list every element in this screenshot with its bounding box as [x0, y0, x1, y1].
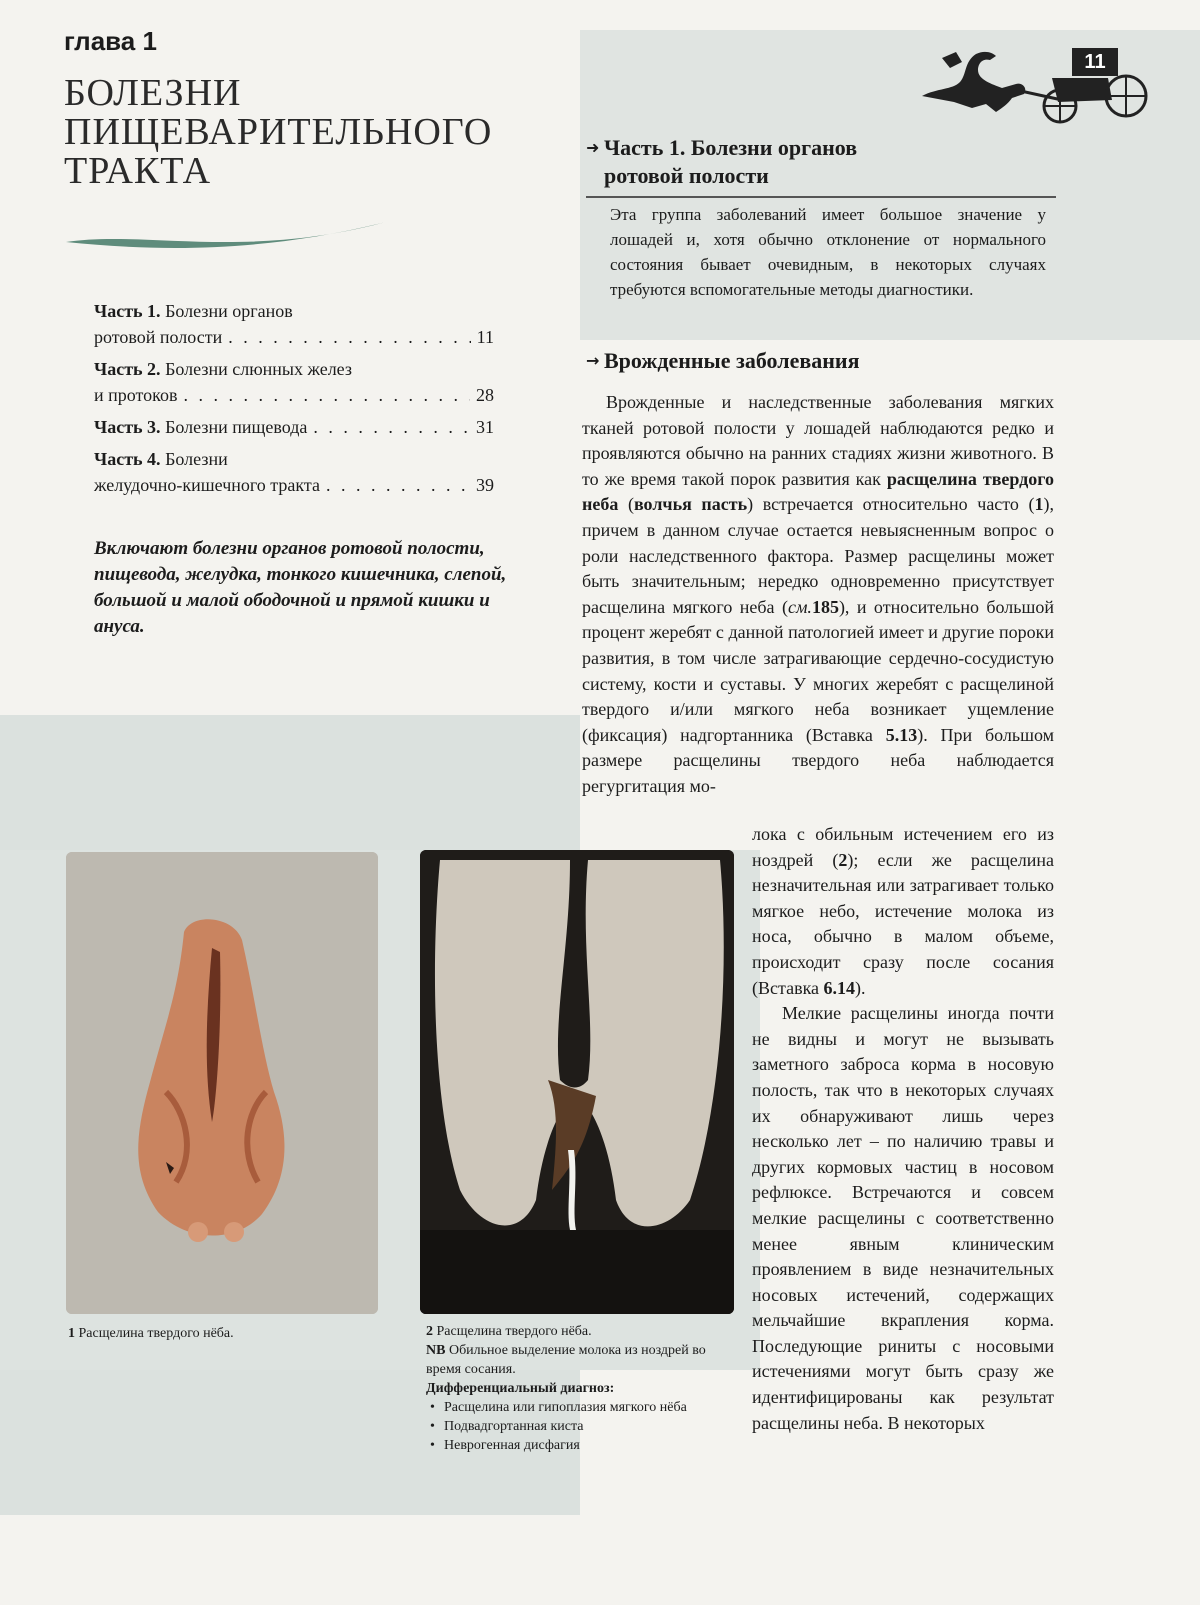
- arrow-icon: →: [586, 351, 600, 370]
- section-title-line: Часть 1. Болезни органов: [604, 135, 858, 160]
- see-ref: см.: [787, 596, 812, 617]
- figure-ref[interactable]: 2: [838, 849, 848, 870]
- toc-page: 31: [476, 417, 494, 437]
- list-item: • Расщелина или гипоплазия мягкого нёба: [444, 1398, 736, 1417]
- subsection-title-text: Врожденные заболевания: [604, 348, 860, 373]
- caption-text: Расщелина твердого нёба.: [436, 1324, 592, 1339]
- toc-part: Часть 4.: [94, 449, 161, 469]
- text-run: ); если же расщелина незначительная или затрагивает только мягкое небо, истечение молока из носа, обычно в малом объеме, происходит сразу после сосания (Вставка: [752, 849, 1054, 998]
- body-paragraph: Мелкие расщелины иногда почти не видны и могут не вызывать заметного заброса корма в носовую полость, так что в некоторых случаях их обнаруживают лишь через несколько лет – по наличию травы и других кормовых частиц в носовом рефлюксе. Встречаются и совсем мелкие расщелины с соответственно менее явным клиническим проявлением в виде незначительных носовых истечений, содержащих мельчайшие вкрапления корма. Последующие риниты с носовыми истечениями могут быть сразу же идентифицированы как результат расщелины неба. В некоторых: [752, 1003, 1054, 1433]
- table-of-contents: [94, 298, 494, 504]
- caption-text: Расщелина твердого нёба.: [78, 1326, 234, 1341]
- text-run: ), причем в данном случае остается невыясненным вопрос о роли наследственного фактора. Размер расщелины может быть значительным; нередко одновременно присутствует расщелина мягкого неба (: [582, 494, 1054, 617]
- toc-page: 39: [476, 475, 494, 495]
- text-run: ), и относительно большой процент жеребят с данной патологией имеет и другие пороки развития, в том числе затрагивающие сердечно-сосудистую систему, кости и суставы. У многих жеребят с расщелиной твердого и/или мягкого неба возникает ущемление (фиксация) надгортанника (Вставка: [582, 596, 1054, 745]
- figure-2-caption: [426, 1322, 736, 1455]
- chapter-intro: Включают болезни органов ротовой полости, пищевода, желудка, тонкого кишечника, слепой, большой и малой ободочной и прямой кишки и ануса.: [94, 538, 507, 637]
- chapter-title-line: ПИЩЕВАРИТЕЛЬНОГО: [64, 111, 493, 153]
- list-item: • Подвадгортанная киста: [444, 1417, 736, 1436]
- page-number: 11: [1072, 48, 1118, 76]
- arrow-icon: ➜: [586, 138, 600, 157]
- chapter-label: глава 1: [64, 26, 157, 56]
- chapter-title-line: ТРАКТА: [64, 150, 212, 192]
- toc-title: Болезни: [165, 449, 228, 469]
- body-paragraph: [582, 390, 1054, 800]
- toc-entry[interactable]: [94, 298, 494, 350]
- differential-diagnosis-list: [426, 1398, 736, 1455]
- list-item: • Неврогенная дисфагия: [444, 1436, 736, 1455]
- toc-entry[interactable]: [94, 414, 494, 440]
- toc-title: ротовой полости: [94, 327, 223, 347]
- toc-title: Болезни органов: [165, 301, 293, 321]
- subsection-title: [586, 348, 860, 374]
- body-continuation: [752, 822, 1054, 1436]
- section-title-line: ротовой полости: [604, 163, 769, 188]
- chapter-title-line: БОЛЕЗНИ: [64, 72, 242, 114]
- figure-number: 2: [426, 1324, 433, 1339]
- figure-2-photo: [420, 850, 734, 1314]
- toc-part: Часть 3.: [94, 417, 161, 437]
- nb-label: NB: [426, 1343, 446, 1358]
- text-run: Врожденные и наследственные заболевания мягких тканей ротовой полости у лошадей наблюдаются редко и проявляются обычно на ранних стадиях жизни животного. В то же время такой порок развития как: [582, 392, 1054, 489]
- figure-number: 1: [68, 1326, 75, 1341]
- figure-1-caption: [68, 1324, 368, 1343]
- foal-milk-discharge-image: [420, 850, 734, 1314]
- toc-part: Часть 1.: [94, 301, 161, 321]
- toc-leader: [313, 414, 470, 440]
- toc-title: Болезни пищевода: [165, 417, 308, 437]
- figure-1-photo: [66, 852, 378, 1314]
- text-run: ) встречается относительно часто (: [747, 494, 1035, 515]
- toc-title: желудочно-кишечного тракта: [94, 475, 320, 495]
- toc-entry[interactable]: [94, 446, 494, 498]
- toc-leader: [228, 324, 470, 350]
- toc-title: и протоков: [94, 385, 178, 405]
- toc-title: Болезни слюнных желез: [165, 359, 352, 379]
- body-paragraph: [752, 822, 1054, 1001]
- term: волчья пасть: [633, 494, 748, 515]
- text-run: (: [618, 494, 634, 515]
- cleft-palate-specimen-image: [66, 852, 378, 1314]
- section-title: [586, 134, 1056, 198]
- figure-ref[interactable]: 1: [1034, 494, 1044, 515]
- inset-ref[interactable]: 5.13: [885, 724, 918, 745]
- text-run: ). При большом размере расщелины твердого неба наблюдается регургитация мо-: [582, 724, 1054, 796]
- page-ref[interactable]: 185: [811, 596, 839, 617]
- toc-leader: [184, 382, 471, 408]
- toc-part: Часть 2.: [94, 359, 161, 379]
- section-summary: Эта группа заболеваний имеет большое значение у лошадей и, хотя обычно отклонение от нормального состояния бывает очевидным, в некоторых случаях требуются вспомогательные методы диагностики.: [610, 205, 1046, 299]
- term: расщелина твердого неба: [582, 468, 1055, 515]
- text-run: ).: [855, 977, 866, 998]
- toc-entry[interactable]: [94, 356, 494, 408]
- chapter-title: [64, 74, 492, 191]
- toc-page: 28: [476, 385, 494, 405]
- nb-text: Обильное выделение молока из ноздрей во время сосания.: [426, 1343, 706, 1377]
- toc-page: 11: [476, 327, 494, 347]
- decorative-swoosh: [64, 212, 394, 262]
- differential-diagnosis-title: Дифференциальный диагноз:: [426, 1381, 615, 1396]
- text-run: лока с обильным истечением его из ноздрей (: [752, 824, 1054, 870]
- inset-ref[interactable]: 6.14: [823, 977, 856, 998]
- toc-leader: [326, 472, 470, 498]
